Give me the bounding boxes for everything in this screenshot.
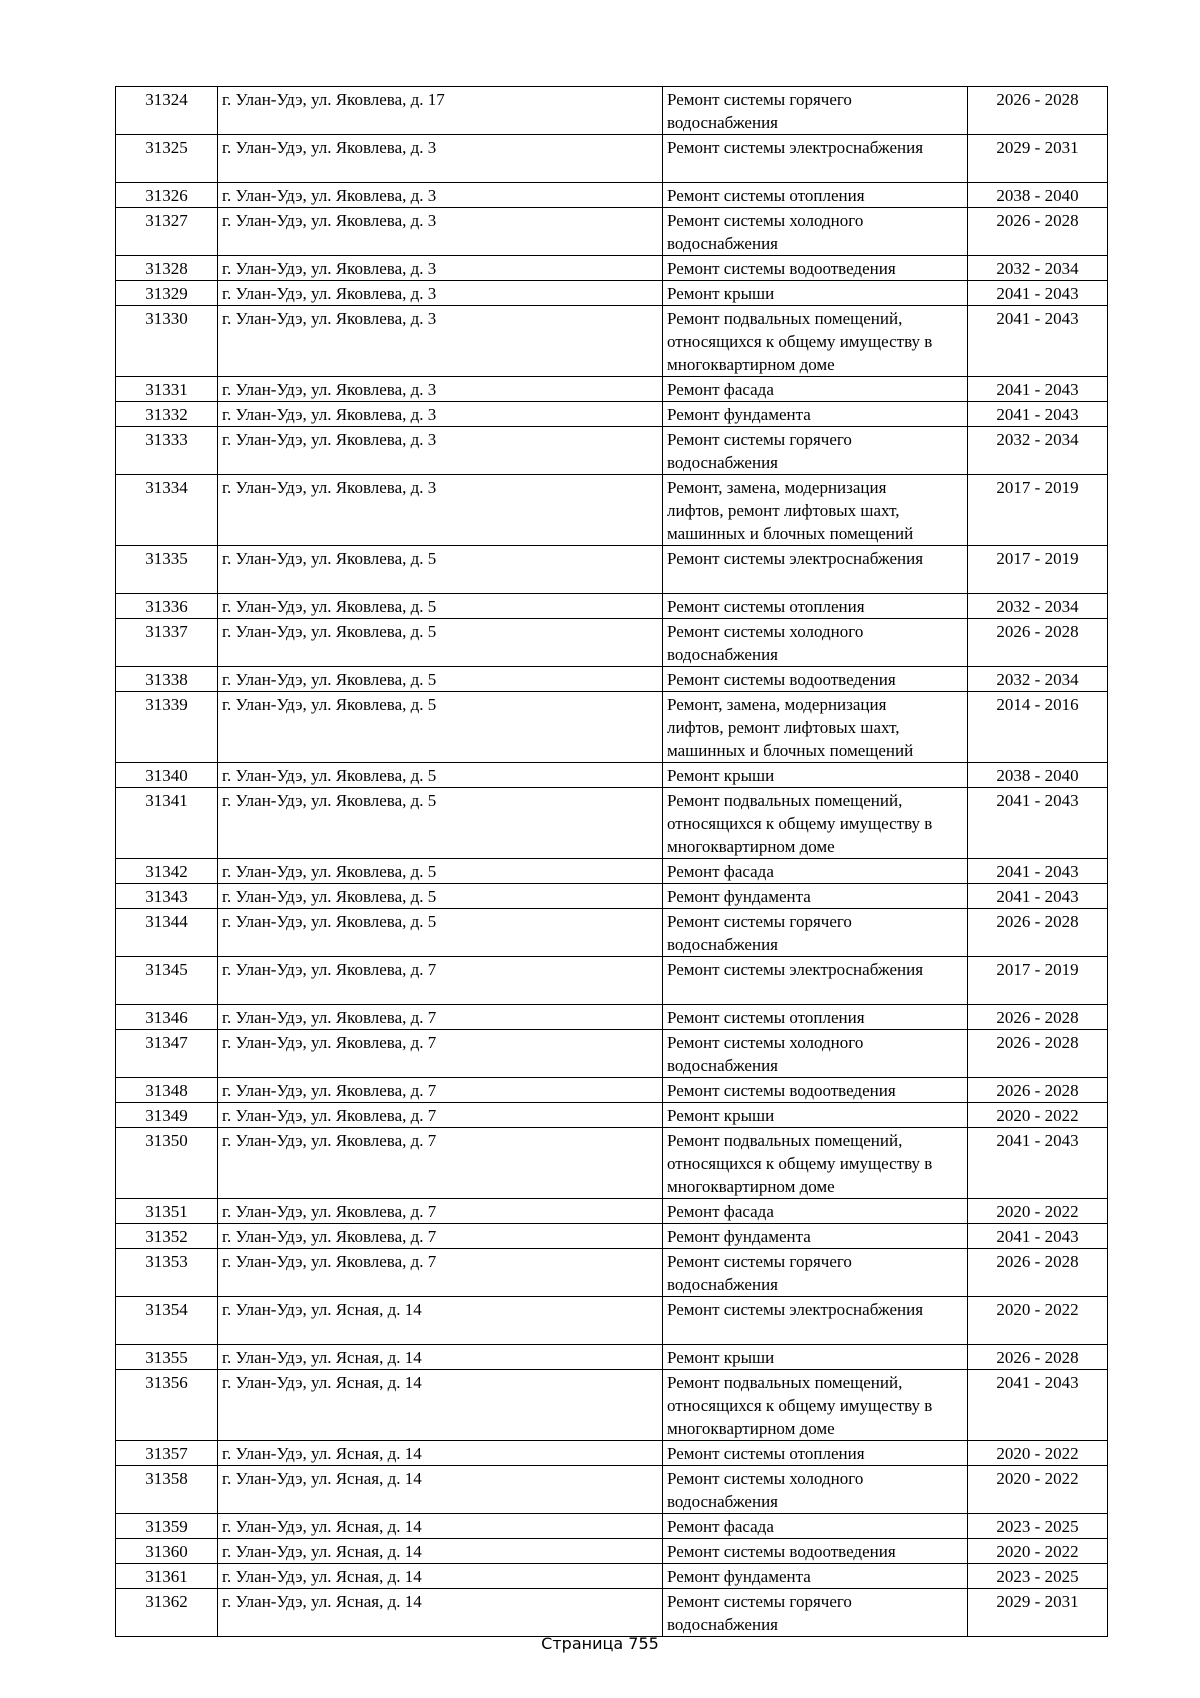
cell-record-number: 31332 — [116, 402, 218, 427]
cell-work-type — [663, 859, 968, 884]
document-page — [115, 86, 1105, 1637]
work-type-line: многоквартирном доме — [667, 1177, 835, 1196]
work-type-line — [667, 570, 963, 593]
cell-address: г. Улан-Удэ, ул. Яковлева, д. 5 — [218, 909, 663, 957]
table-row — [116, 1128, 1108, 1199]
work-type-line: водоснабжения — [667, 1615, 778, 1634]
table-row — [116, 377, 1108, 402]
page-number: Страница 755 — [541, 1634, 659, 1653]
work-type-line: Ремонт крыши — [667, 1348, 775, 1367]
work-type-line: Ремонт фасада — [667, 1202, 774, 1221]
table-row — [116, 1078, 1108, 1103]
cell-record-number: 31337 — [116, 619, 218, 667]
cell-address: г. Улан-Удэ, ул. Яковлева, д. 5 — [218, 763, 663, 788]
cell-record-number: 31356 — [116, 1370, 218, 1441]
cell-record-number: 31324 — [116, 87, 218, 135]
cell-work-type — [663, 763, 968, 788]
table-row — [116, 256, 1108, 281]
cell-address: г. Улан-Удэ, ул. Яковлева, д. 7 — [218, 1128, 663, 1199]
cell-work-type — [663, 306, 968, 377]
table-row — [116, 859, 1108, 884]
work-type-line: Ремонт системы холодного — [667, 622, 864, 641]
work-type-line: водоснабжения — [667, 113, 778, 132]
cell-record-number: 31347 — [116, 1030, 218, 1078]
cell-record-number: 31329 — [116, 281, 218, 306]
work-type-line: водоснабжения — [667, 1492, 778, 1511]
cell-period: 2020 - 2022 — [968, 1539, 1108, 1564]
table-row — [116, 1514, 1108, 1539]
work-type-line: относящихся к общему имуществу в — [667, 1396, 933, 1415]
table-row — [116, 1030, 1108, 1078]
cell-work-type — [663, 1078, 968, 1103]
cell-work-type — [663, 1564, 968, 1589]
cell-period: 2026 - 2028 — [968, 1030, 1108, 1078]
cell-address: г. Улан-Удэ, ул. Ясная, д. 14 — [218, 1539, 663, 1564]
cell-work-type — [663, 256, 968, 281]
cell-work-type — [663, 788, 968, 859]
cell-record-number: 31343 — [116, 884, 218, 909]
cell-address: г. Улан-Удэ, ул. Ясная, д. 14 — [218, 1514, 663, 1539]
cell-period: 2020 - 2022 — [968, 1103, 1108, 1128]
cell-address: г. Улан-Удэ, ул. Яковлева, д. 5 — [218, 667, 663, 692]
cell-work-type — [663, 377, 968, 402]
work-type-line: Ремонт системы водоотведения — [667, 259, 896, 278]
cell-work-type — [663, 594, 968, 619]
table-row — [116, 594, 1108, 619]
cell-address: г. Улан-Удэ, ул. Яковлева, д. 3 — [218, 402, 663, 427]
cell-address: г. Улан-Удэ, ул. Яковлева, д. 3 — [218, 475, 663, 546]
cell-record-number: 31346 — [116, 1005, 218, 1030]
work-type-line: Ремонт, замена, модернизация — [667, 695, 887, 714]
work-type-line: Ремонт, замена, модернизация — [667, 478, 887, 497]
work-type-line: Ремонт фасада — [667, 380, 774, 399]
table-row — [116, 1005, 1108, 1030]
table-row — [116, 1103, 1108, 1128]
cell-address: г. Улан-Удэ, ул. Яковлева, д. 3 — [218, 135, 663, 183]
cell-period: 2041 - 2043 — [968, 859, 1108, 884]
cell-address: г. Улан-Удэ, ул. Яковлева, д. 7 — [218, 1103, 663, 1128]
cell-address: г. Улан-Удэ, ул. Ясная, д. 14 — [218, 1370, 663, 1441]
work-type-line: Ремонт системы водоотведения — [667, 1542, 896, 1561]
cell-period: 2026 - 2028 — [968, 87, 1108, 135]
work-type-line: Ремонт системы горячего — [667, 1252, 852, 1271]
work-type-line: относящихся к общему имуществу в — [667, 332, 933, 351]
table-row — [116, 183, 1108, 208]
cell-address: г. Улан-Удэ, ул. Ясная, д. 14 — [218, 1441, 663, 1466]
cell-period: 2023 - 2025 — [968, 1514, 1108, 1539]
cell-work-type — [663, 1441, 968, 1466]
table-body — [116, 87, 1108, 1637]
cell-work-type — [663, 1514, 968, 1539]
cell-period: 2026 - 2028 — [968, 1078, 1108, 1103]
cell-period: 2026 - 2028 — [968, 909, 1108, 957]
table-row — [116, 1199, 1108, 1224]
work-type-line: Ремонт фундамента — [667, 405, 811, 424]
cell-address: г. Улан-Удэ, ул. Яковлева, д. 5 — [218, 884, 663, 909]
cell-work-type — [663, 135, 968, 183]
cell-work-type — [663, 957, 968, 1005]
cell-record-number: 31353 — [116, 1249, 218, 1297]
cell-record-number: 31358 — [116, 1466, 218, 1514]
cell-work-type — [663, 1030, 968, 1078]
work-type-line: Ремонт крыши — [667, 1106, 775, 1125]
work-type-line: водоснабжения — [667, 935, 778, 954]
cell-period: 2020 - 2022 — [968, 1441, 1108, 1466]
work-type-line — [667, 1321, 963, 1344]
cell-record-number: 31326 — [116, 183, 218, 208]
work-type-line: многоквартирном доме — [667, 1419, 835, 1438]
cell-period: 2032 - 2034 — [968, 427, 1108, 475]
work-type-line: Ремонт фундамента — [667, 1567, 811, 1586]
cell-period: 2041 - 2043 — [968, 788, 1108, 859]
table-row — [116, 884, 1108, 909]
cell-work-type — [663, 1345, 968, 1370]
cell-record-number: 31325 — [116, 135, 218, 183]
cell-record-number: 31354 — [116, 1297, 218, 1345]
cell-work-type — [663, 208, 968, 256]
table-row — [116, 909, 1108, 957]
cell-work-type — [663, 427, 968, 475]
cell-work-type — [663, 1249, 968, 1297]
cell-address: г. Улан-Удэ, ул. Яковлева, д. 7 — [218, 957, 663, 1005]
table-row — [116, 402, 1108, 427]
cell-address: г. Улан-Удэ, ул. Ясная, д. 14 — [218, 1589, 663, 1637]
cell-work-type — [663, 1297, 968, 1345]
table-row — [116, 306, 1108, 377]
table-row — [116, 1589, 1108, 1637]
cell-address: г. Улан-Удэ, ул. Яковлева, д. 7 — [218, 1030, 663, 1078]
cell-address: г. Улан-Удэ, ул. Яковлева, д. 17 — [218, 87, 663, 135]
cell-record-number: 31345 — [116, 957, 218, 1005]
cell-period: 2017 - 2019 — [968, 546, 1108, 594]
cell-period: 2020 - 2022 — [968, 1297, 1108, 1345]
cell-record-number: 31351 — [116, 1199, 218, 1224]
table-row — [116, 667, 1108, 692]
cell-period: 2038 - 2040 — [968, 763, 1108, 788]
cell-work-type — [663, 1103, 968, 1128]
cell-record-number: 31360 — [116, 1539, 218, 1564]
cell-work-type — [663, 281, 968, 306]
table-row — [116, 135, 1108, 183]
cell-record-number: 31340 — [116, 763, 218, 788]
work-type-line: Ремонт системы горячего — [667, 1592, 852, 1611]
work-type-line: машинных и блочных помещений — [667, 741, 914, 760]
cell-record-number: 31361 — [116, 1564, 218, 1589]
work-type-line: Ремонт системы горячего — [667, 90, 852, 109]
cell-record-number: 31334 — [116, 475, 218, 546]
cell-record-number: 31338 — [116, 667, 218, 692]
cell-period: 2041 - 2043 — [968, 884, 1108, 909]
cell-work-type — [663, 87, 968, 135]
cell-record-number: 31335 — [116, 546, 218, 594]
table-row — [116, 546, 1108, 594]
cell-work-type — [663, 546, 968, 594]
table-row — [116, 1249, 1108, 1297]
cell-period: 2041 - 2043 — [968, 377, 1108, 402]
work-type-line: Ремонт подвальных помещений, — [667, 1373, 903, 1392]
work-type-line: Ремонт системы отопления — [667, 597, 865, 616]
table-row — [116, 87, 1108, 135]
cell-address: г. Улан-Удэ, ул. Яковлева, д. 5 — [218, 619, 663, 667]
cell-record-number: 31362 — [116, 1589, 218, 1637]
work-type-line: водоснабжения — [667, 1056, 778, 1075]
cell-record-number: 31344 — [116, 909, 218, 957]
cell-address: г. Улан-Удэ, ул. Яковлева, д. 7 — [218, 1199, 663, 1224]
cell-period: 2020 - 2022 — [968, 1466, 1108, 1514]
cell-period: 2041 - 2043 — [968, 402, 1108, 427]
table-row — [116, 1539, 1108, 1564]
cell-work-type — [663, 1005, 968, 1030]
table-row — [116, 1370, 1108, 1441]
work-type-line: Ремонт системы отопления — [667, 1444, 865, 1463]
cell-work-type — [663, 475, 968, 546]
table-row — [116, 619, 1108, 667]
cell-period: 2017 - 2019 — [968, 475, 1108, 546]
work-type-line: водоснабжения — [667, 645, 778, 664]
cell-period: 2014 - 2016 — [968, 692, 1108, 763]
cell-work-type — [663, 1539, 968, 1564]
cell-period: 2026 - 2028 — [968, 1005, 1108, 1030]
work-type-line: водоснабжения — [667, 453, 778, 472]
cell-address: г. Улан-Удэ, ул. Ясная, д. 14 — [218, 1466, 663, 1514]
cell-period: 2041 - 2043 — [968, 281, 1108, 306]
work-type-line: относящихся к общему имуществу в — [667, 814, 933, 833]
cell-address: г. Улан-Удэ, ул. Яковлева, д. 5 — [218, 859, 663, 884]
cell-address: г. Улан-Удэ, ул. Яковлева, д. 5 — [218, 692, 663, 763]
cell-record-number: 31350 — [116, 1128, 218, 1199]
cell-work-type — [663, 1224, 968, 1249]
table-row — [116, 1564, 1108, 1589]
cell-address: г. Улан-Удэ, ул. Яковлева, д. 5 — [218, 594, 663, 619]
cell-record-number: 31357 — [116, 1441, 218, 1466]
cell-address: г. Улан-Удэ, ул. Яковлева, д. 3 — [218, 377, 663, 402]
cell-work-type — [663, 667, 968, 692]
table-row — [116, 957, 1108, 1005]
cell-address: г. Улан-Удэ, ул. Яковлева, д. 7 — [218, 1224, 663, 1249]
work-type-line: Ремонт системы водоотведения — [667, 670, 896, 689]
work-type-line: Ремонт подвальных помещений, — [667, 309, 903, 328]
work-type-line: Ремонт системы электроснабжения — [667, 138, 924, 157]
cell-address: г. Улан-Удэ, ул. Ясная, д. 14 — [218, 1297, 663, 1345]
cell-record-number: 31342 — [116, 859, 218, 884]
work-type-line: Ремонт системы холодного — [667, 211, 864, 230]
cell-address: г. Улан-Удэ, ул. Яковлева, д. 3 — [218, 256, 663, 281]
work-type-line: лифтов, ремонт лифтовых шахт, — [667, 501, 900, 520]
cell-period: 2041 - 2043 — [968, 1224, 1108, 1249]
work-type-line: многоквартирном доме — [667, 355, 835, 374]
cell-period: 2026 - 2028 — [968, 1249, 1108, 1297]
cell-record-number: 31327 — [116, 208, 218, 256]
cell-record-number: 31341 — [116, 788, 218, 859]
work-type-line: Ремонт системы отопления — [667, 186, 865, 205]
cell-period: 2029 - 2031 — [968, 1589, 1108, 1637]
cell-work-type — [663, 1589, 968, 1637]
work-type-line: машинных и блочных помещений — [667, 524, 914, 543]
cell-period: 2041 - 2043 — [968, 1128, 1108, 1199]
work-type-line: Ремонт системы электроснабжения — [667, 549, 924, 568]
work-type-line: Ремонт системы холодного — [667, 1469, 864, 1488]
cell-work-type — [663, 1370, 968, 1441]
repair-schedule-table — [115, 86, 1108, 1637]
table-row — [116, 692, 1108, 763]
cell-address: г. Улан-Удэ, ул. Яковлева, д. 7 — [218, 1078, 663, 1103]
table-row — [116, 1345, 1108, 1370]
work-type-line: Ремонт системы горячего — [667, 912, 852, 931]
cell-record-number: 31333 — [116, 427, 218, 475]
work-type-line — [667, 159, 963, 182]
cell-period: 2023 - 2025 — [968, 1564, 1108, 1589]
table-row — [116, 763, 1108, 788]
work-type-line: Ремонт системы отопления — [667, 1008, 865, 1027]
work-type-line: многоквартирном доме — [667, 837, 835, 856]
table-row — [116, 427, 1108, 475]
cell-address: г. Улан-Удэ, ул. Яковлева, д. 3 — [218, 306, 663, 377]
cell-work-type — [663, 183, 968, 208]
cell-record-number: 31339 — [116, 692, 218, 763]
cell-address: г. Улан-Удэ, ул. Яковлева, д. 3 — [218, 183, 663, 208]
work-type-line: Ремонт системы горячего — [667, 430, 852, 449]
work-type-line: Ремонт фундамента — [667, 1227, 811, 1246]
table-row — [116, 208, 1108, 256]
cell-record-number: 31355 — [116, 1345, 218, 1370]
work-type-line: Ремонт фасада — [667, 862, 774, 881]
work-type-line: водоснабжения — [667, 234, 778, 253]
cell-period: 2026 - 2028 — [968, 208, 1108, 256]
work-type-line: Ремонт системы электроснабжения — [667, 1300, 924, 1319]
cell-record-number: 31348 — [116, 1078, 218, 1103]
cell-period: 2038 - 2040 — [968, 183, 1108, 208]
table-row — [116, 475, 1108, 546]
cell-record-number: 31359 — [116, 1514, 218, 1539]
cell-work-type — [663, 1128, 968, 1199]
cell-address: г. Улан-Удэ, ул. Ясная, д. 14 — [218, 1345, 663, 1370]
cell-address: г. Улан-Удэ, ул. Яковлева, д. 3 — [218, 208, 663, 256]
work-type-line: Ремонт подвальных помещений, — [667, 791, 903, 810]
cell-period: 2041 - 2043 — [968, 306, 1108, 377]
table-row — [116, 1466, 1108, 1514]
work-type-line — [667, 981, 963, 1004]
cell-period: 2026 - 2028 — [968, 1345, 1108, 1370]
cell-work-type — [663, 692, 968, 763]
cell-address: г. Улан-Удэ, ул. Яковлева, д. 7 — [218, 1005, 663, 1030]
work-type-line: Ремонт системы водоотведения — [667, 1081, 896, 1100]
table-row — [116, 1441, 1108, 1466]
work-type-line: лифтов, ремонт лифтовых шахт, — [667, 718, 900, 737]
table-row — [116, 1224, 1108, 1249]
cell-work-type — [663, 619, 968, 667]
cell-work-type — [663, 402, 968, 427]
cell-address: г. Улан-Удэ, ул. Ясная, д. 14 — [218, 1564, 663, 1589]
table-row — [116, 788, 1108, 859]
cell-period: 2026 - 2028 — [968, 619, 1108, 667]
cell-period: 2032 - 2034 — [968, 667, 1108, 692]
cell-address: г. Улан-Удэ, ул. Яковлева, д. 3 — [218, 427, 663, 475]
table-row — [116, 1297, 1108, 1345]
work-type-line: водоснабжения — [667, 1275, 778, 1294]
cell-period: 2041 - 2043 — [968, 1370, 1108, 1441]
work-type-line: Ремонт фасада — [667, 1517, 774, 1536]
work-type-line: Ремонт крыши — [667, 766, 775, 785]
cell-period: 2032 - 2034 — [968, 594, 1108, 619]
cell-address: г. Улан-Удэ, ул. Яковлева, д. 3 — [218, 281, 663, 306]
cell-period: 2020 - 2022 — [968, 1199, 1108, 1224]
cell-address: г. Улан-Удэ, ул. Яковлева, д. 5 — [218, 788, 663, 859]
work-type-line: относящихся к общему имуществу в — [667, 1154, 933, 1173]
work-type-line: Ремонт системы электроснабжения — [667, 960, 924, 979]
cell-record-number: 31328 — [116, 256, 218, 281]
cell-record-number: 31336 — [116, 594, 218, 619]
cell-period: 2032 - 2034 — [968, 256, 1108, 281]
work-type-line: Ремонт системы холодного — [667, 1033, 864, 1052]
cell-address: г. Улан-Удэ, ул. Яковлева, д. 7 — [218, 1249, 663, 1297]
cell-record-number: 31349 — [116, 1103, 218, 1128]
cell-work-type — [663, 1199, 968, 1224]
cell-work-type — [663, 1466, 968, 1514]
work-type-line: Ремонт подвальных помещений, — [667, 1131, 903, 1150]
work-type-line: Ремонт крыши — [667, 284, 775, 303]
cell-work-type — [663, 909, 968, 957]
cell-period: 2017 - 2019 — [968, 957, 1108, 1005]
cell-record-number: 31352 — [116, 1224, 218, 1249]
cell-period: 2029 - 2031 — [968, 135, 1108, 183]
cell-address: г. Улан-Удэ, ул. Яковлева, д. 5 — [218, 546, 663, 594]
cell-record-number: 31331 — [116, 377, 218, 402]
table-row — [116, 281, 1108, 306]
cell-record-number: 31330 — [116, 306, 218, 377]
work-type-line: Ремонт фундамента — [667, 887, 811, 906]
cell-work-type — [663, 884, 968, 909]
